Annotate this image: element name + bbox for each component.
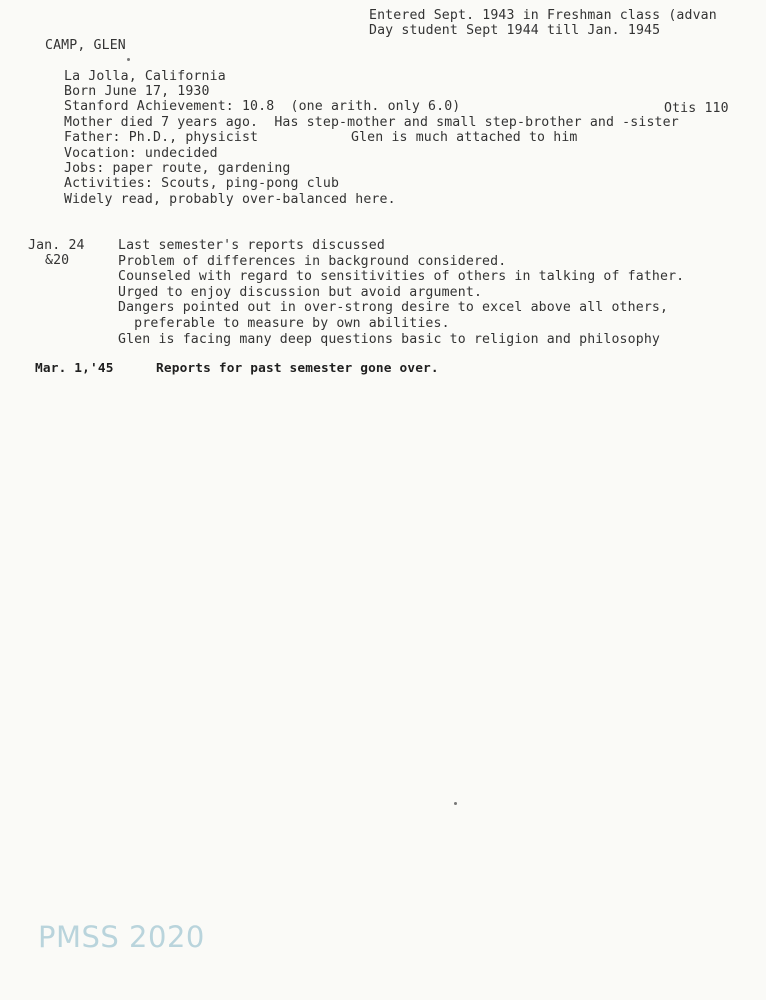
- student-father-note: Glen is much attached to him: [351, 130, 578, 145]
- student-father: Father: Ph.D., physicist: [64, 130, 259, 145]
- entry-1-line: Urged to enjoy discussion but avoid argument.: [118, 285, 483, 300]
- entry-1-line: Dangers pointed out in over-strong desire to excel above all others,: [118, 300, 669, 315]
- student-reading: Widely read, probably over-balanced here.: [64, 192, 396, 207]
- entry-2-line: Reports for past semester gone over.: [156, 361, 439, 376]
- entry-2-date: Mar. 1,'45: [35, 361, 114, 376]
- student-city: La Jolla, California: [64, 69, 226, 84]
- watermark: PMSS 2020: [38, 920, 205, 954]
- entry-1-date: Jan. 24: [28, 238, 85, 253]
- student-stanford: Stanford Achievement: 10.8 (one arith. only 6.0): [64, 99, 461, 114]
- student-vocation: Vocation: undecided: [64, 146, 218, 161]
- entry-1-line: Problem of differences in background considered.: [118, 254, 507, 269]
- entry-1-line: preferable to measure by own abilities.: [118, 316, 450, 331]
- student-activities: Activities: Scouts, ping-pong club: [64, 176, 340, 191]
- header-day-student: Day student Sept 1944 till Jan. 1945: [369, 23, 661, 38]
- ink-speck: [454, 802, 457, 805]
- header-entered: Entered Sept. 1943 in Freshman class (advan: [369, 8, 717, 23]
- entry-1-line: Counseled with regard to sensitivities of others in talking of father.: [118, 269, 685, 284]
- student-mother: Mother died 7 years ago. Has step-mother and small step-brother and -sister: [64, 115, 679, 130]
- student-name: CAMP, GLEN: [45, 38, 126, 53]
- student-born: Born June 17, 1930: [64, 84, 210, 99]
- student-jobs: Jobs: paper route, gardening: [64, 161, 291, 176]
- student-otis: Otis 110: [664, 101, 729, 116]
- entry-1-date-2: &20: [45, 253, 70, 268]
- entry-1-line: Last semester's reports discussed: [118, 238, 385, 253]
- ink-speck: [127, 58, 130, 61]
- entry-1-line: Glen is facing many deep questions basic to religion and philosophy: [118, 332, 660, 347]
